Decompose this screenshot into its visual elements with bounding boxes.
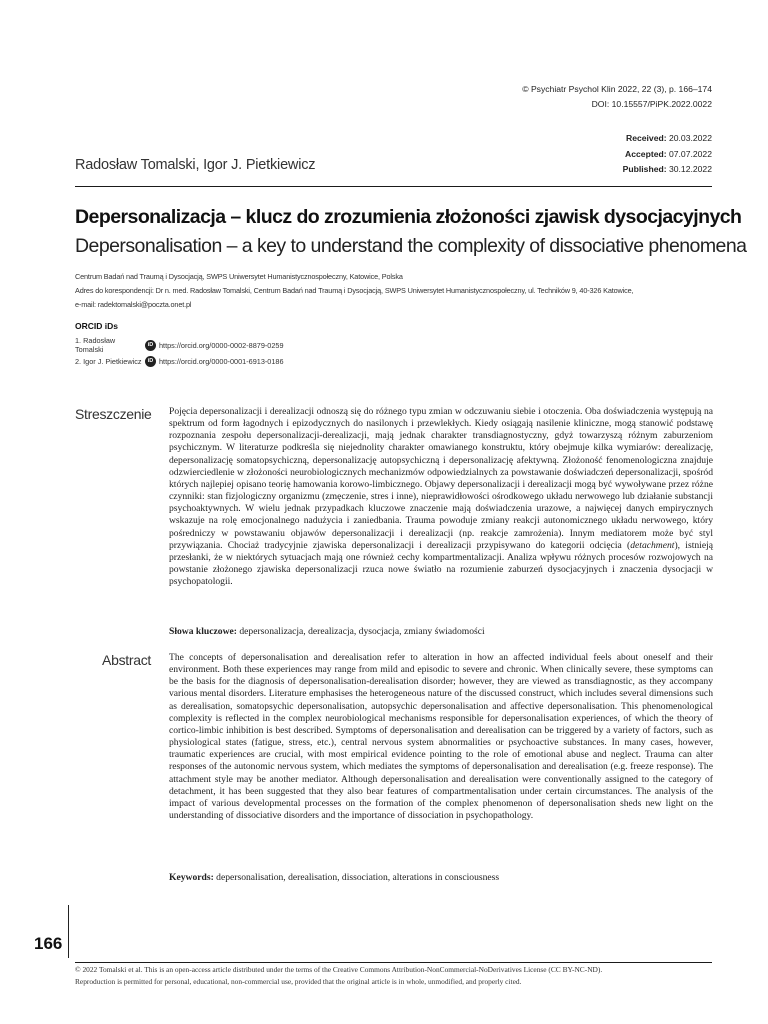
page-number: 166 — [34, 934, 63, 953]
license-footer — [75, 964, 725, 987]
journal-citation: © Psychiatr Psychol Klin 2022, 22 (3), p. 166–174 — [522, 84, 712, 94]
header-divider — [75, 186, 712, 187]
accepted-date: Accepted: 07.07.2022 — [625, 148, 712, 159]
page-number-divider — [68, 905, 69, 958]
abstract-heading: Abstract — [102, 652, 151, 668]
affiliation-line: Centrum Badań nad Traumą i Dysocjacją, SWPS Uniwersytet Humanistycznospołeczny, Katowice, Polska — [75, 272, 403, 281]
streszczenie-text: Pojęcia depersonalizacji i derealizacji odnoszą się do różnego typu zmian w odczuwaniu siebie i otoczenia. Oba doświadczenia występują na spektrum od form łagodnych i epizodycznych do nasilonych i przewlekłych. Kiedy osiągają nasilenie kliniczne, mogą stanowić podstawę rozpoznania zespołu depersonalizacji-derealizacji, mają jednak charakter transdiagnostyczny, gdyż towarzyszą różnym zaburzeniom psychicznym. W literaturze podkreśla się niejednolity charakter omawianego konstruktu, który obejmuje kilka wymiarów: derealizację, depersonalizację somatopsychiczną, depersonalizację autopsychiczną i depersonalizację afektywną. Złożoność fenomenologiczna znajduje odzwierciedlenie w złożoności neurobiologicznych mechanizmów odpowiedzialnych za powstawanie doświadczeń depersonalizacji, spośród których najlepiej opisano teorię hamowania korowo-limbicznego. Objawy depersonalizacji i derealizacji mogą być wywoływane przez różne czynniki: stan fizjologiczny organizmu (zmęczenie, stres i inne), nieprawidłowości ośrodkowego układu nerwowego lub działanie substancji psychoaktywnych. W wielu jednak przypadkach kluczowe znaczenie mają doświadczenia urazowe, a najwięcej danych empirycznych wskazuje na rolę emocjonalnego nadużycia i zaniedbania. Trauma powoduje zmiany reakcji autonomicznego układu nerwowego, który pośredniczy w powstawaniu objawów depersonalizacji i derealizacji (np. reakcje zamrożenia). Innym mediatorem może być styl przywiązania. Chociaż tradycyjnie zjawiska depersonalizacji i derealizacji przypisywano do kategorii odcięcia (detachment), istnieją przesłanki, że w niektórych sytuacjach mają one również cechy kompartmentalizacji. Analiza wpływu różnych procesów rozwojowych na powstanie złożonego zjawiska depersonalizacji rzuca nowe światło na rozumienie zaburzeń dysocjacyjnych i znaczenia dysocjacji w psychopatologii. — [169, 406, 713, 588]
orcid-entry — [75, 337, 284, 353]
orcid-icon: iD — [145, 340, 156, 351]
doi: DOI: 10.15557/PiPK.2022.0022 — [591, 99, 712, 109]
orcid-title: ORCID iDs — [75, 321, 118, 331]
abstract-text: The concepts of depersonalisation and derealisation refer to alteration in how an affected individual feels about oneself and their environment. Both these experiences may range from mild and episodic to severe and chronic. When clinically severe, these symptoms can be the basis for the diagnosis of depersonalisation-derealisation disorder; however, they are viewed as transdiagnostic, as they accompany various mental disorders. Literature emphasises the heterogeneous nature of the discussed construct, which includes several dimensions such as derealisation, somatopsychic depersonalisation, autopsychic depersonalisation and affective depersonalisation. This phenomenological complexity is reflected in the complex neurobiological mechanisms responsible for depersonalisation experiences, of which the theory of cortico-limbic inhibition is best described. Symptoms of depersonalisation and derealisation can be triggered by a variety of factors, such as physiological states (fatigue, stress, etc.), central nervous system abnormalities or psychoactive substances. In many cases, however, traumatic experiences are crucial, with most empirical evidence pointing to the role of emotional abuse and neglect. Trauma can alter responses of the autonomic nervous system, which mediates the symptoms of depersonalisation and derealisation (e.g. freeze response). The attachment style may be another mediator. Although depersonalisation and derealisation were conventionally assigned to the category of detachment, it has been suggested that they also bear features of compartmentalisation under certain circumstances. The analysis of the impact of various developmental processes on the formation of the complex phenomenon of depersonalisation sheds new light on the understanding of dissociative disorders and the importance of dissociation in psychopathology. — [169, 652, 713, 822]
received-date: Received: 20.03.2022 — [625, 133, 712, 143]
orcid-block — [75, 321, 284, 369]
dates-block — [623, 131, 712, 178]
streszczenie-heading: Streszczenie — [75, 406, 152, 422]
correspondence-address: Adres do korespondencji: Dr n. med. Radosław Tomalski, Centrum Badań nad Traumą i Dysocjacją, SWPS Uniwersytet Humanistycznospołeczny, ul. Techników 9, 40-326 Katowice, — [75, 286, 634, 295]
footer-divider — [75, 962, 712, 963]
orcid-author-name: 1. Radosław Tomalski — [75, 336, 116, 354]
correspondence-email[interactable]: e-mail: radektomalski@poczta.onet.pl — [75, 300, 192, 309]
orcid-author-name: 2. Igor J. Pietkiewicz — [75, 356, 142, 366]
keywords-english: Keywords: depersonalisation, derealisation, dissociation, alterations in consciousness — [169, 872, 500, 883]
title-english: Depersonalisation – a key to understand the complexity of dissociative phenomena — [75, 235, 747, 257]
license-line: © 2022 Tomalski et al. This is an open-access article distributed under the terms of the Creative Commons Attribution-NonCommercial-NoDerivatives License (CC BY-NC-ND). — [75, 965, 603, 974]
authors: Radosław Tomalski, Igor J. Pietkiewicz — [75, 157, 316, 173]
affiliation-block — [75, 270, 725, 312]
orcid-link[interactable]: https://orcid.org/0000-0002-8879-0259 — [159, 340, 284, 350]
keywords-polish: Słowa kluczowe: depersonalizacja, derealizacja, dysocjacja, zmiany świadomości — [169, 626, 485, 637]
published-date: Published: 30.12.2022 — [622, 164, 712, 174]
title-polish: Depersonalizacja – klucz do zrozumienia złożoności zjawisk dysocjacyjnych — [75, 206, 742, 228]
orcid-icon: iD — [145, 356, 156, 367]
reproduction-line: Reproduction is permitted for personal, educational, non-commercial use, provided that the original article is in whole, unmodified, and properly cited. — [75, 976, 522, 986]
orcid-link[interactable]: https://orcid.org/0000-0001-6913-0186 — [159, 356, 284, 366]
orcid-entry — [75, 353, 284, 369]
citation-block — [522, 82, 712, 112]
